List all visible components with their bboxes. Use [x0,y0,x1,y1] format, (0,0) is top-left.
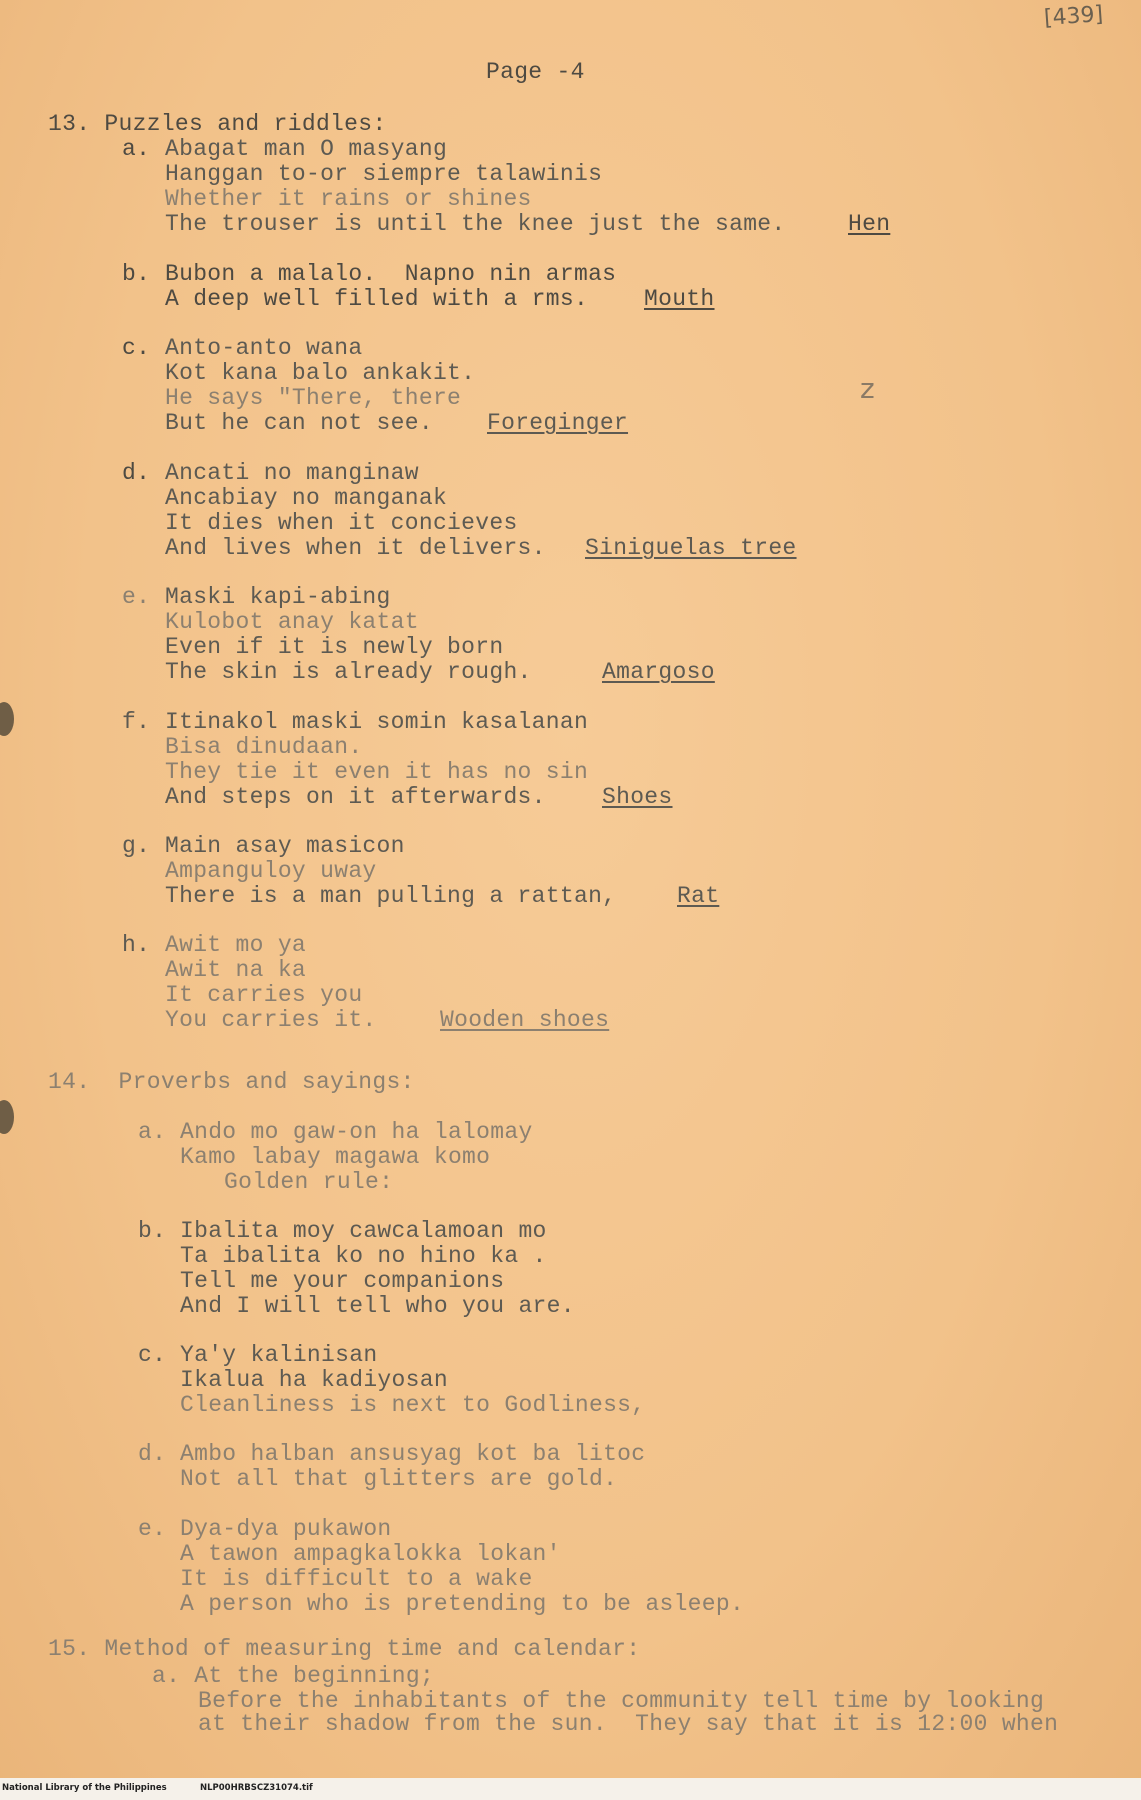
riddle-g-line: Ampanguloy uway [165,858,377,884]
riddle-h-line: Awit mo ya [165,932,307,958]
riddle-f-letter: f. [122,709,151,735]
riddle-b-answer: Mouth [644,286,715,312]
riddle-a-line: The trouser is until the knee just the same. [165,211,786,237]
section-15-subheading: a. At the beginning; [152,1663,435,1689]
riddle-e-line: The skin is already rough. [165,659,532,685]
riddle-h-line: You carries it. [165,1007,377,1033]
proverb-d-letter: d. [138,1441,167,1467]
riddle-a-letter: a. [122,136,151,162]
proverb-c-line: Cleanliness is next to Godliness, [180,1392,646,1418]
footer-library: National Library of the Philippines [2,1783,167,1793]
riddle-h-line: Awit na ka [165,957,307,983]
riddle-d-letter: d. [122,460,151,486]
proverb-a-letter: a. [138,1119,167,1145]
riddle-h-line: It carries you [165,982,363,1008]
proverb-c-line: Ya'y kalinisan [180,1342,378,1368]
riddle-b-line: A deep well filled with a rms. [165,286,589,312]
proverb-b-line: Ta ibalita ko no hino ka . [180,1243,547,1269]
proverb-c-letter: c. [138,1342,167,1368]
riddle-d-line: And lives when it delivers. [165,535,546,561]
proverb-d-line: Not all that glitters are gold. [180,1466,618,1492]
proverb-a-line: Golden rule: [224,1169,394,1195]
section-15-heading: 15. Method of measuring time and calendar: [48,1636,641,1662]
riddle-e-letter: e. [122,584,151,610]
riddle-g-line: Main asay masicon [165,833,405,859]
riddle-g-answer: Rat [677,883,720,909]
riddle-f-line: Bisa dinudaan. [165,734,363,760]
riddle-c-answer: Foreginger [487,410,629,436]
riddle-b-line: Bubon a malalo. Napno nin armas [165,261,617,287]
proverb-e-line: Dya-dya pukawon [180,1516,392,1542]
footer-filename: NLP00HRBSCZ31074.tif [200,1783,313,1793]
proverb-d-line: Ambo halban ansusyag kot ba litoc [180,1441,646,1467]
proverb-e-line: A tawon ampagkalokka lokan' [180,1541,561,1567]
riddle-g-letter: g. [122,833,151,859]
riddle-f-line: They tie it even it has no sin [165,759,589,785]
riddle-c-line: He says "There, there [165,385,462,411]
section-15-line: at their shadow from the sun. They say that it is 12:00 when [198,1711,1059,1737]
proverb-e-line: It is difficult to a wake [180,1566,533,1592]
punch-hole [0,1100,14,1134]
proverb-b-letter: b. [138,1218,167,1244]
riddle-e-line: Maski kapi-abing [165,584,391,610]
riddle-d-line: Ancati no manginaw [165,460,419,486]
riddle-d-line: It dies when it concieves [165,510,518,536]
riddle-h-letter: h. [122,932,151,958]
riddle-a-line: Whether it rains or shines [165,186,532,212]
proverb-e-letter: e. [138,1516,167,1542]
proverb-e-line: A person who is pretending to be asleep. [180,1591,745,1617]
proverb-b-line: And I will tell who you are. [180,1293,575,1319]
scan-footer [0,1778,1141,1800]
riddle-d-answer: Siniguelas tree [585,535,797,561]
punch-hole [0,702,14,736]
riddle-a-line: Hanggan to-or siempre talawinis [165,161,603,187]
proverb-c-line: Ikalua ha kadiyosan [180,1367,448,1393]
pencil-mark: z [860,372,875,405]
proverb-a-line: Kamo labay magawa komo [180,1144,491,1170]
riddle-e-answer: Amargoso [602,659,715,685]
riddle-f-answer: Shoes [602,784,673,810]
section-15-line: Before the inhabitants of the community tell time by looking [198,1688,1045,1714]
riddle-b-letter: b. [122,261,151,287]
proverb-a-line: Ando mo gaw-on ha lalomay [180,1119,533,1145]
riddle-d-line: Ancabiay no manganak [165,485,448,511]
riddle-a-answer: Hen [848,211,891,237]
section-13-heading: 13. Puzzles and riddles: [48,111,387,137]
proverb-b-line: Tell me your companions [180,1268,505,1294]
riddle-c-line: Anto-anto wana [165,335,363,361]
corner-page-number: [439] [1043,1,1104,32]
riddle-f-line: Itinakol maski somin kasalanan [165,709,589,735]
riddle-c-letter: c. [122,335,151,361]
proverb-b-line: Ibalita moy cawcalamoan mo [180,1218,547,1244]
section-14-heading: 14. Proverbs and sayings: [48,1069,415,1095]
riddle-f-line: And steps on it afterwards. [165,784,546,810]
riddle-e-line: Even if it is newly born [165,634,504,660]
riddle-g-line: There is a man pulling a rattan, [165,883,617,909]
riddle-a-line: Abagat man O masyang [165,136,448,162]
riddle-e-line: Kulobot anay katat [165,609,419,635]
page-header: Page -4 [486,59,585,85]
riddle-c-line: Kot kana balo ankakit. [165,360,476,386]
riddle-c-line: But he can not see. [165,410,433,436]
riddle-h-answer: Wooden shoes [440,1007,610,1033]
